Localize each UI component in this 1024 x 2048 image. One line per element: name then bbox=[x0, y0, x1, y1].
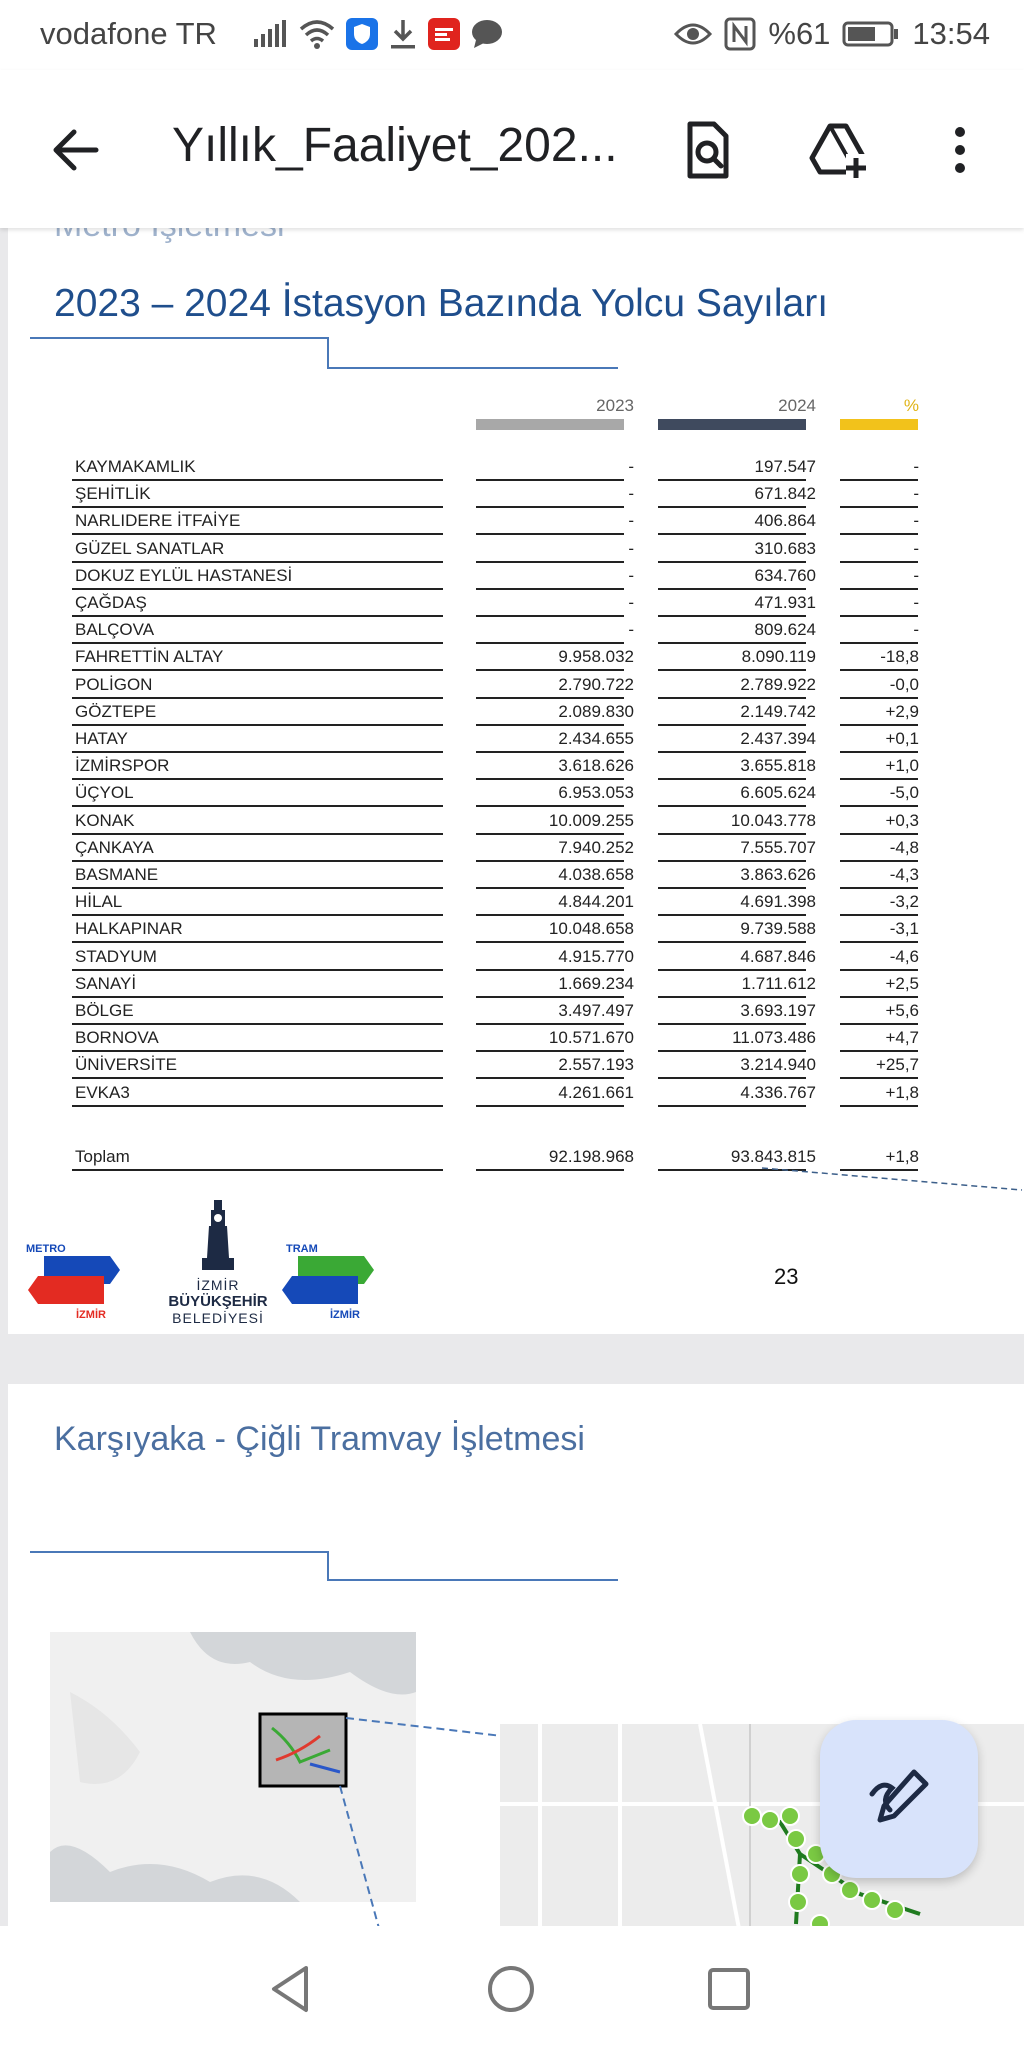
percent-change: -18,8 bbox=[880, 647, 919, 667]
value-2023: 4.038.658 bbox=[558, 865, 634, 884]
signal-icon bbox=[252, 19, 288, 49]
more-vert-icon[interactable] bbox=[932, 120, 988, 180]
value-2023: 2.434.655 bbox=[558, 729, 634, 748]
station-name: KAYMAKAMLIK bbox=[75, 457, 196, 476]
carrier-name: vodafone TR bbox=[40, 16, 217, 51]
value-2023: - bbox=[628, 593, 634, 612]
value-2024: 406.864 bbox=[754, 511, 816, 531]
percent-change: -0,0 bbox=[889, 674, 919, 694]
station-name: ÜNİVERSİTE bbox=[75, 1055, 178, 1075]
percent-change: -5,0 bbox=[889, 783, 919, 803]
station-name: BORNOVA bbox=[75, 1028, 159, 1048]
eye-icon bbox=[674, 20, 712, 48]
percent-change: +1,0 bbox=[885, 756, 919, 776]
value-2024: 9.739.588 bbox=[740, 919, 816, 939]
value-2023: - bbox=[628, 457, 634, 476]
percent-change: - bbox=[913, 484, 919, 504]
station-name: İZMİRSPOR bbox=[75, 756, 170, 776]
table-row bbox=[8, 889, 1024, 916]
column-bar-percent bbox=[840, 419, 918, 430]
value-2023: 4.261.661 bbox=[558, 1082, 634, 1102]
value-2024: 671.842 bbox=[754, 484, 816, 504]
table-row bbox=[8, 563, 1024, 590]
value-2024: 10.043.778 bbox=[730, 810, 816, 830]
value-2023: 10.571.670 bbox=[548, 1028, 634, 1048]
edit-pen-icon bbox=[820, 1720, 978, 1878]
page-title: 2023 – 2024 İstasyon Bazında Yolcu Sayıları bbox=[54, 282, 829, 325]
value-2023: - bbox=[628, 511, 634, 531]
nfc-icon bbox=[724, 17, 756, 51]
station-name: EVKA3 bbox=[75, 1082, 130, 1102]
station-name: ÇANKAYA bbox=[75, 837, 154, 857]
station-name: POLİGON bbox=[75, 674, 153, 694]
percent-change: -4,3 bbox=[889, 865, 919, 884]
value-2024: 6.605.624 bbox=[740, 783, 816, 803]
table-row bbox=[8, 1052, 1024, 1079]
table-row bbox=[8, 536, 1024, 563]
total-label: Toplam bbox=[75, 1147, 130, 1166]
value-2023: 10.009.255 bbox=[548, 810, 634, 830]
column-header-percent: % bbox=[903, 396, 919, 415]
percent-change: +1,8 bbox=[885, 1082, 919, 1102]
station-name: HATAY bbox=[75, 729, 128, 748]
table-row bbox=[8, 944, 1024, 971]
tram-logo-bottom-text: İZMİR bbox=[330, 1309, 360, 1321]
status-right bbox=[674, 16, 990, 52]
value-2024: 3.655.818 bbox=[740, 756, 816, 776]
value-2023: - bbox=[628, 484, 634, 504]
value-2024: 1.711.612 bbox=[741, 973, 816, 993]
nav-back-icon[interactable] bbox=[266, 1964, 316, 2014]
total-percent: +1,8 bbox=[885, 1147, 919, 1166]
izmir-municipality-logo bbox=[168, 1198, 268, 1326]
percent-change: +4,7 bbox=[885, 1028, 919, 1048]
dashed-connector bbox=[760, 1166, 1024, 1196]
municipality-name-2: BÜYÜKŞEHİR bbox=[168, 1293, 268, 1310]
news-app-icon bbox=[428, 18, 460, 50]
status-bar bbox=[0, 0, 1024, 70]
municipality-name-1: İZMİR bbox=[196, 1277, 240, 1293]
station-name: GÜZEL SANATLAR bbox=[75, 538, 225, 558]
add-to-drive-icon[interactable] bbox=[808, 120, 868, 180]
metro-izmir-logo bbox=[24, 1242, 124, 1320]
table-row bbox=[8, 699, 1024, 726]
document-title: Yıllık_Faaliyet_202... bbox=[172, 119, 618, 172]
value-2023: 7.940.252 bbox=[558, 837, 634, 857]
metro-logo-bottom-text: İZMİR bbox=[76, 1309, 106, 1321]
table-row bbox=[8, 835, 1024, 862]
value-2023: 4.844.201 bbox=[558, 892, 634, 912]
table-row bbox=[8, 508, 1024, 535]
value-2024: 11.073.486 bbox=[732, 1028, 816, 1048]
value-2023: 10.048.658 bbox=[548, 919, 634, 939]
table-row bbox=[8, 726, 1024, 753]
system-nav-bar bbox=[0, 1926, 1024, 2048]
value-2023: - bbox=[628, 538, 634, 558]
station-name: HALKAPINAR bbox=[75, 919, 183, 939]
value-2024: 634.760 bbox=[754, 565, 816, 585]
value-2024: 310.683 bbox=[754, 538, 816, 558]
value-2023: 3.618.626 bbox=[558, 756, 634, 776]
wifi-icon bbox=[298, 18, 336, 50]
nav-home-icon[interactable] bbox=[486, 1964, 536, 2014]
table-row bbox=[8, 1025, 1024, 1052]
value-2024: 3.214.940 bbox=[740, 1055, 816, 1075]
value-2023: 2.557.193 bbox=[558, 1055, 634, 1075]
municipality-name-3: BELEDİYESİ bbox=[172, 1310, 264, 1326]
tram-logo-top-text: TRAM bbox=[286, 1243, 318, 1255]
value-2024: 3.863.626 bbox=[740, 865, 816, 884]
percent-change: - bbox=[913, 538, 919, 558]
station-name: STADYUM bbox=[75, 946, 157, 966]
column-header-2024: 2024 bbox=[778, 396, 816, 415]
value-2024: 4.691.398 bbox=[740, 892, 816, 912]
station-name: BALÇOVA bbox=[75, 620, 155, 640]
station-name: GÖZTEPE bbox=[75, 701, 157, 721]
value-2023: 6.953.053 bbox=[558, 783, 634, 803]
station-name: HİLAL bbox=[75, 892, 123, 912]
value-2024: 2.789.922 bbox=[740, 674, 816, 694]
metro-logo-top-text: METRO bbox=[26, 1243, 66, 1255]
station-name: BASMANE bbox=[75, 865, 159, 884]
station-name: ÇAĞDAŞ bbox=[75, 593, 147, 612]
value-2023: 9.958.032 bbox=[558, 647, 634, 667]
app-bar bbox=[0, 70, 1024, 228]
battery-percent: %61 bbox=[768, 16, 831, 51]
title-underline-decoration bbox=[28, 334, 628, 374]
table-row bbox=[8, 481, 1024, 508]
chat-icon bbox=[470, 18, 504, 50]
value-2024: 2.437.394 bbox=[740, 729, 816, 748]
section-underline-decoration bbox=[28, 1548, 628, 1588]
value-2024: 3.693.197 bbox=[740, 1001, 816, 1020]
table-row bbox=[8, 780, 1024, 807]
station-name: ŞEHİTLİK bbox=[75, 484, 151, 504]
download-icon bbox=[388, 17, 418, 51]
station-name: SANAYİ bbox=[75, 973, 137, 993]
value-2024: 8.090.119 bbox=[741, 647, 816, 667]
value-2024: 4.336.767 bbox=[740, 1082, 816, 1102]
station-name: FAHRETTİN ALTAY bbox=[75, 647, 224, 667]
value-2023: 4.915.770 bbox=[558, 946, 634, 966]
back-arrow-icon[interactable] bbox=[48, 122, 104, 178]
station-name: DOKUZ EYLÜL HASTANESİ bbox=[75, 565, 293, 585]
tram-izmir-logo bbox=[278, 1242, 378, 1320]
percent-change: +2,9 bbox=[885, 701, 919, 721]
total-2024: 93.843.815 bbox=[730, 1147, 816, 1166]
table-row bbox=[8, 916, 1024, 943]
value-2023: 1.669.234 bbox=[558, 973, 634, 993]
station-name: NARLIDERE İTFAİYE bbox=[75, 511, 241, 531]
clock-tower-icon bbox=[198, 1198, 238, 1272]
value-2024: 7.555.707 bbox=[740, 837, 816, 857]
column-bar-2023 bbox=[476, 419, 624, 430]
percent-change: -4,6 bbox=[889, 946, 919, 966]
percent-change: +2,5 bbox=[885, 973, 919, 993]
shield-icon bbox=[346, 18, 378, 50]
pdf-page-23 bbox=[8, 228, 1024, 1334]
nav-recents-icon[interactable] bbox=[706, 1966, 752, 2012]
column-header-2023: 2023 bbox=[596, 396, 634, 415]
value-2024: 809.624 bbox=[754, 620, 816, 640]
percent-change: - bbox=[913, 620, 919, 640]
station-name: BÖLGE bbox=[75, 1001, 134, 1020]
page-number: 23 bbox=[774, 1264, 799, 1289]
clock: 13:54 bbox=[912, 16, 990, 51]
overview-map bbox=[50, 1632, 560, 1932]
table-row bbox=[8, 753, 1024, 780]
percent-change: -4,8 bbox=[889, 837, 919, 857]
percent-change: - bbox=[913, 511, 919, 531]
value-2023: 2.089.830 bbox=[558, 701, 634, 721]
percent-change: - bbox=[913, 457, 919, 476]
table-row bbox=[8, 808, 1024, 835]
table-row bbox=[8, 644, 1024, 671]
status-icons bbox=[252, 14, 504, 54]
table-row bbox=[8, 1080, 1024, 1107]
percent-change: - bbox=[913, 565, 919, 585]
percent-change: - bbox=[913, 593, 919, 612]
section-title: Karşıyaka - Çiğli Tramvay İşletmesi bbox=[54, 1420, 585, 1458]
percent-change: +0,1 bbox=[885, 729, 919, 748]
percent-change: +25,7 bbox=[875, 1055, 919, 1075]
value-2023: - bbox=[628, 565, 634, 585]
table-row bbox=[8, 971, 1024, 998]
table-row bbox=[8, 617, 1024, 644]
percent-change: +5,6 bbox=[885, 1001, 919, 1020]
table-row bbox=[8, 454, 1024, 481]
table-row bbox=[8, 862, 1024, 889]
table-row bbox=[8, 590, 1024, 617]
percent-change: -3,1 bbox=[889, 919, 919, 939]
search-document-icon[interactable] bbox=[676, 120, 736, 180]
value-2023: 3.497.497 bbox=[558, 1001, 634, 1020]
total-2023: 92.198.968 bbox=[548, 1147, 634, 1166]
value-2023: - bbox=[628, 620, 634, 640]
value-2024: 4.687.846 bbox=[740, 946, 816, 966]
value-2024: 471.931 bbox=[754, 593, 816, 612]
station-name: ÜÇYOL bbox=[75, 783, 134, 803]
value-2024: 2.149.742 bbox=[740, 701, 816, 721]
column-bar-2024 bbox=[658, 419, 806, 430]
table-row bbox=[8, 998, 1024, 1025]
table-row bbox=[8, 672, 1024, 699]
percent-change: +0,3 bbox=[885, 810, 919, 830]
battery-icon bbox=[842, 20, 900, 48]
station-name: KONAK bbox=[75, 810, 135, 830]
value-2024: 197.547 bbox=[754, 457, 816, 476]
annotate-fab[interactable] bbox=[820, 1720, 978, 1878]
percent-change: -3,2 bbox=[889, 892, 919, 912]
value-2023: 2.790.722 bbox=[558, 674, 634, 694]
